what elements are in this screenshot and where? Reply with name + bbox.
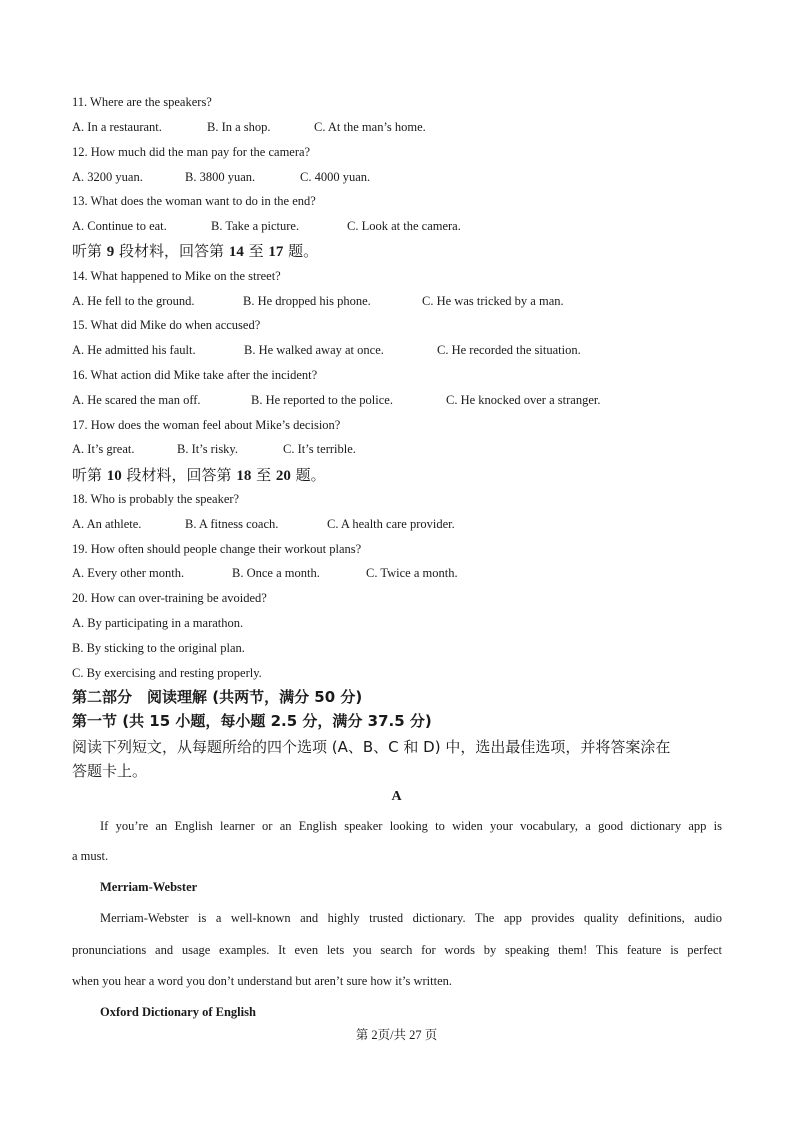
- option-b: B. He walked away at once.: [244, 343, 384, 357]
- section-1-heading: 第一节 (共 15 小题，每小题 2.5 分，满分 37.5 分): [72, 712, 432, 730]
- option-a: A. Every other month.: [72, 566, 185, 580]
- option-c: C. He was tricked by a man.: [422, 294, 564, 308]
- question-19-options: [72, 565, 458, 581]
- question-20-option-a: A. By participating in a marathon.: [72, 616, 244, 630]
- option-a: A. Continue to eat.: [72, 219, 167, 233]
- question-19: 19. How often should people change their workout plans?: [72, 542, 362, 556]
- question-15-options: [72, 342, 581, 358]
- option-c: C. A health care provider.: [327, 517, 455, 531]
- merriam-webster-line-3: when you hear a word you don’t understand but aren’t sure how it’s written.: [72, 974, 453, 988]
- question-12-options: [72, 169, 370, 185]
- question-20: 20. How can over-training be avoided?: [72, 591, 267, 605]
- listening-section-10-heading: 听第 10 段材料，回答第 18 至 20 题。: [72, 466, 326, 484]
- question-13: 13. What does the woman want to do in the end?: [72, 194, 316, 208]
- question-12: 12. How much did the man pay for the camera?: [72, 145, 311, 159]
- merriam-webster-line-1: Merriam-Webster is a well-known and highly trusted dictionary. The app provides quality definitions, audio: [100, 911, 722, 925]
- option-a: A. In a restaurant.: [72, 120, 162, 134]
- option-c: C. 4000 yuan.: [300, 170, 371, 184]
- passage-intro-line-1: If you’re an English learner or an English speaker looking to widen your vocabulary, a good dictionary app is: [100, 819, 722, 833]
- option-b: B. He reported to the police.: [251, 393, 393, 407]
- page-number: 第 2页/共 27 页: [355, 1028, 438, 1042]
- instruction-line-2: 答题卡上。: [72, 762, 148, 780]
- option-b: B. A fitness coach.: [185, 517, 279, 531]
- question-20-option-c: C. By exercising and resting properly.: [72, 666, 262, 680]
- option-b: B. Take a picture.: [211, 219, 300, 233]
- instruction-line-1: 阅读下列短文，从每题所给的四个选项 (A、B、C 和 D) 中，选出最佳选项，并将答案涂在: [72, 738, 671, 756]
- question-14: 14. What happened to Mike on the street?: [72, 269, 281, 283]
- heading-merriam-webster: Merriam-Webster: [100, 880, 198, 894]
- option-a: A. It’s great.: [72, 442, 135, 456]
- option-a: A. He admitted his fault.: [72, 343, 196, 357]
- option-c: C. Look at the camera.: [347, 219, 461, 233]
- question-15: 15. What did Mike do when accused?: [72, 318, 261, 332]
- option-c: C. It’s terrible.: [283, 442, 356, 456]
- question-17-options: [72, 441, 356, 457]
- option-c: C. At the man’s home.: [314, 120, 426, 134]
- option-b: B. In a shop.: [207, 120, 271, 134]
- option-b: B. 3800 yuan.: [185, 170, 256, 184]
- question-16: 16. What action did Mike take after the incident?: [72, 368, 318, 382]
- option-c: C. He recorded the situation.: [437, 343, 581, 357]
- question-18: 18. Who is probably the speaker?: [72, 492, 240, 506]
- option-a: A. 3200 yuan.: [72, 170, 143, 184]
- listening-section-9-heading: 听第 9 段材料，回答第 14 至 17 题。: [72, 242, 319, 260]
- part-2-heading: 第二部分 阅读理解 (共两节，满分 50 分): [72, 688, 363, 706]
- merriam-webster-line-2: pronunciations and usage examples. It even lets you search for words by speaking them! This feature is perfect: [72, 943, 722, 957]
- option-b: B. It’s risky.: [177, 442, 238, 456]
- question-11: 11. Where are the speakers?: [72, 95, 212, 109]
- question-20-option-b: B. By sticking to the original plan.: [72, 641, 245, 655]
- option-a: A. An athlete.: [72, 517, 142, 531]
- question-11-options: [72, 119, 426, 135]
- option-c: C. Twice a month.: [366, 566, 458, 580]
- option-b: B. He dropped his phone.: [243, 294, 371, 308]
- option-a: A. He scared the man off.: [72, 393, 201, 407]
- question-16-options: [72, 392, 600, 408]
- question-13-options: [72, 218, 461, 234]
- heading-oxford: Oxford Dictionary of English: [100, 1005, 256, 1019]
- passage-label: A: [391, 789, 402, 804]
- option-a: A. He fell to the ground.: [72, 294, 195, 308]
- question-17: 17. How does the woman feel about Mike’s decision?: [72, 418, 341, 432]
- option-c: C. He knocked over a stranger.: [446, 393, 601, 407]
- question-18-options: [72, 516, 455, 532]
- passage-intro-line-2: a must.: [72, 849, 109, 863]
- option-b: B. Once a month.: [232, 566, 320, 580]
- question-14-options: [72, 293, 564, 309]
